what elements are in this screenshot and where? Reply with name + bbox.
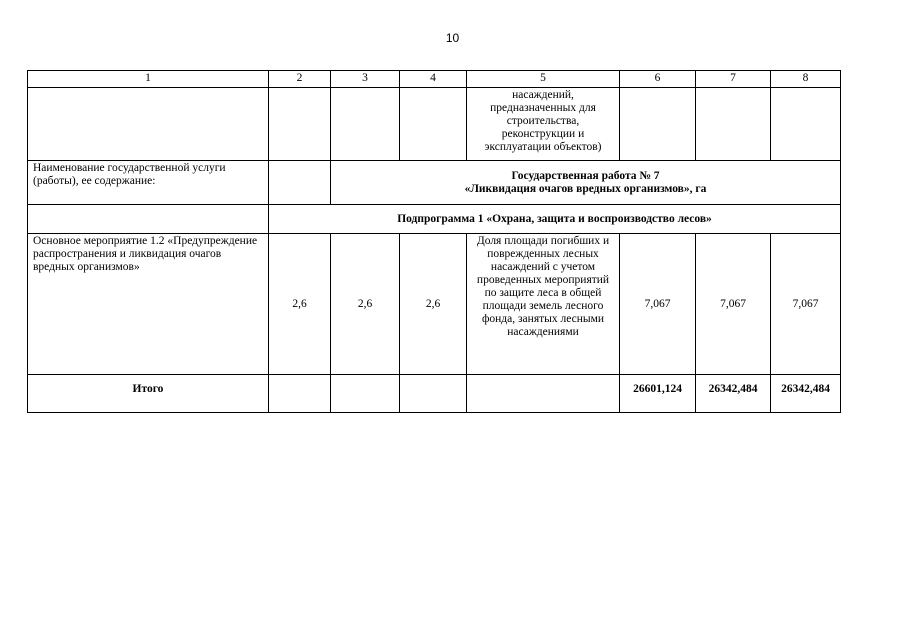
- table-cell: [467, 375, 620, 413]
- table-row-continuation: [28, 88, 841, 161]
- indicator-cell: Доля площади погибших и поврежденных лесных насаждений с учетом проведенных мероприятий по защите леса в общей площади земель лесного фонда, занятых лесными насаждениями: [467, 234, 620, 375]
- table-row-subprogram: [28, 205, 841, 234]
- column-number-cell: 4: [400, 71, 467, 88]
- table-row-service: [28, 161, 841, 205]
- subprogram-title-cell: Подпрограмма 1 «Охрана, защита и воспроизводство лесов»: [269, 205, 841, 234]
- total-cell-col6: 26601,124: [620, 375, 696, 413]
- column-number-header-row: [28, 71, 841, 88]
- indicator-cell: насаждений, предназначенных для строительства, реконструкции и эксплуатации объектов): [467, 88, 620, 161]
- total-label-cell: Итого: [28, 375, 269, 413]
- column-number-cell: 3: [331, 71, 400, 88]
- table-cell: [269, 375, 331, 413]
- table-cell: [28, 205, 269, 234]
- value-cell-col2: 2,6: [269, 234, 331, 375]
- column-number-cell: 8: [771, 71, 841, 88]
- column-number-cell: 2: [269, 71, 331, 88]
- table-cell: [331, 375, 400, 413]
- service-title-line1: Государственная работа № 7: [511, 169, 660, 182]
- table-cell: [331, 88, 400, 161]
- value-cell-col7: 7,067: [696, 234, 771, 375]
- service-title-cell: [331, 161, 841, 205]
- total-cell-col7: 26342,484: [696, 375, 771, 413]
- value-cell-col6: 7,067: [620, 234, 696, 375]
- table-cell: [269, 161, 331, 205]
- column-number-cell: 6: [620, 71, 696, 88]
- table-cell: [400, 88, 467, 161]
- table-cell: [696, 88, 771, 161]
- value-cell-col3: 2,6: [331, 234, 400, 375]
- column-number-cell: 5: [467, 71, 620, 88]
- value-cell-col4: 2,6: [400, 234, 467, 375]
- measure-name-cell: Основное мероприятие 1.2 «Предупреждение распространения и ликвидация очагов вредных организмов»: [28, 234, 269, 375]
- page-number: 10: [445, 31, 460, 45]
- total-cell-col8: 26342,484: [771, 375, 841, 413]
- table-cell: [771, 88, 841, 161]
- budget-table: [27, 70, 841, 413]
- table-row-measure: [28, 234, 841, 375]
- service-title-line2: «Ликвидация очагов вредных организмов», га: [464, 182, 707, 195]
- value-cell-col8: 7,067: [771, 234, 841, 375]
- table-cell: [28, 88, 269, 161]
- table-cell: [400, 375, 467, 413]
- table-cell: [620, 88, 696, 161]
- column-number-cell: 7: [696, 71, 771, 88]
- table-cell: [269, 88, 331, 161]
- service-label-cell: Наименование государственной услуги (работы), ее содержание:: [28, 161, 269, 205]
- table-row-total: [28, 375, 841, 413]
- column-number-cell: 1: [28, 71, 269, 88]
